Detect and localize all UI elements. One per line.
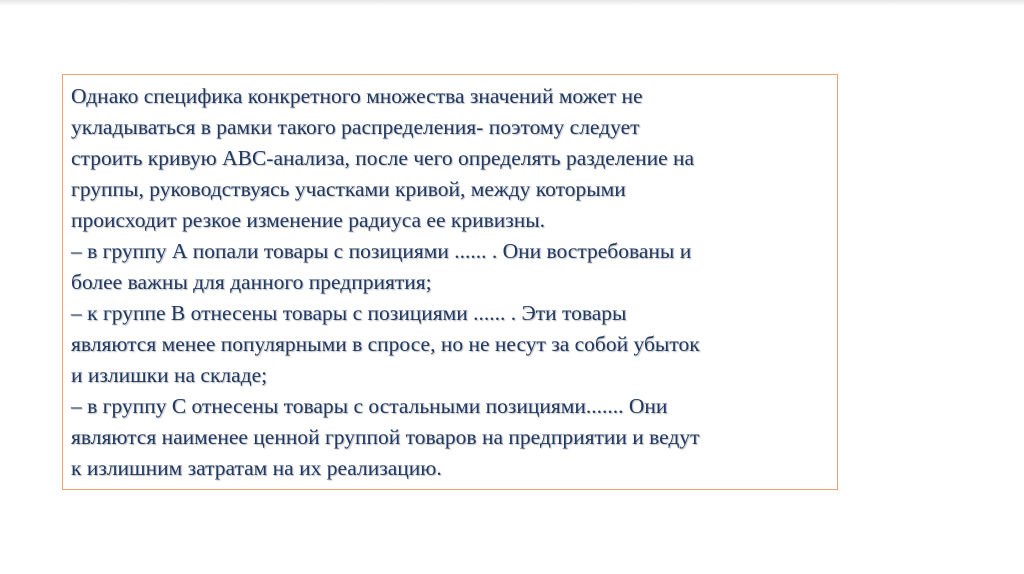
top-strip xyxy=(0,0,1024,6)
paragraph-group-a: – в группу А попали товары с позициями ...... . Они востребованы и более важны для данного предприятия; xyxy=(71,239,692,294)
text-box xyxy=(62,74,838,490)
paragraph-group-b: – к группе В отнесены товары с позициями ...... . Эти товары являются менее популярными в спросе, но не несут за собой убыток и излишки на складе; xyxy=(71,301,700,387)
paragraph-intro: Однако специфика конкретного множества значений может не укладываться в рамки такого распределения- поэтому следует строить кривую АВС-анализа, после чего определять разделение на группы, руководствуясь участками кривой, между которыми происходит резкое изменение радиуса ее кривизны. xyxy=(71,84,695,232)
paragraph-group-c: – в группу С отнесены товары с остальными позициями....... Они являются наименее ценной группой товаров на предприятии и ведут к излишним затратам на их реализацию. xyxy=(71,394,700,480)
